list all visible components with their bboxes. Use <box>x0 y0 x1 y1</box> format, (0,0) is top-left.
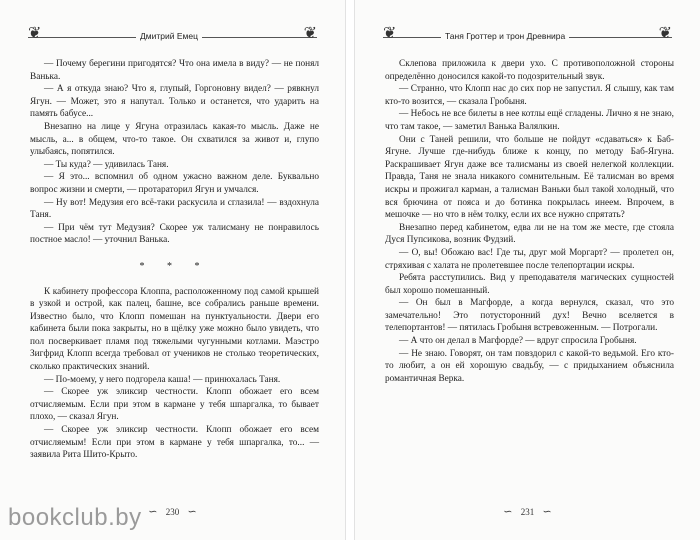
flourish-icon: ❦ <box>383 25 397 42</box>
paragraph: — Я это... вспомнил об одном ужасно важном деле. Буквально вопрос жизни и смерти, — протараторил Ягун и умчался. <box>30 172 319 195</box>
paragraph: — Ну вот! Медузия его всё-таки раскусила и сглазила! — вздохнула Таня. <box>30 197 319 221</box>
paragraph: — Небось не все билеты в нее котлы ещё сгладены. Лично я не знаю, что там такое, — заметил Ванька Валялкин. <box>385 109 674 132</box>
paragraph: — При чём тут Медузия? Скорее уж талисману не понравилось постное масло! — уточнил Ванька. <box>30 222 319 246</box>
paragraph: Внезапно на лице у Ягуна отразилась какая-то мысль. Даже не мысль, а... в общем, что-то такое. Он схватился за живот и, глупо улыбаясь, попятился. <box>30 121 319 158</box>
paragraph: Склепова приложила к двери ухо. С противоположной стороны определённо доносился какой-то подозрительный звук. <box>385 59 674 82</box>
right-page-footer <box>355 505 700 518</box>
paragraph: — Не знаю. Говорят, он там повздорил с какой-то ведьмой. Его кто-то любит, а он ей хорошую свадьбу, — с придыханием объяснила романтичная Верка. <box>385 348 674 384</box>
right-page <box>354 0 700 540</box>
running-head-title: Таня Гроттер и трон Древнира <box>441 31 569 41</box>
paragraph: — О, вы! Обожаю вас! Где ты, друг мой Моргарт? — пролетел он, стряхивая с халата не пролетевшее после телепортации искры. <box>385 247 674 271</box>
flourish-icon: ∽ <box>503 506 513 518</box>
paragraph: — А что он делал в Магфорде? — вдруг спросила Гробыня. <box>399 336 637 347</box>
paragraph: — По-моему, у него подгорела каша! — принюхалась Таня. <box>44 374 281 385</box>
flourish-icon: ∽ <box>542 506 552 518</box>
page-number: 230 <box>165 507 180 517</box>
paragraph: — Почему берегини пригодятся? Что она имела в виду? — не понял Ванька. <box>30 59 319 82</box>
watermark: bookclub.by <box>8 504 142 531</box>
right-paragraphs <box>385 58 674 385</box>
left-page-header <box>28 22 317 52</box>
paragraph: К кабинету профессора Клоппа, расположенному под самой крышей в узкой и острой, как палец, башне, все собрались раньше времени. Известно было, что Клопп помешан на пунктуальности. Двери его кабинета были пока закрыты, но в щёлку уже можно было увидеть, что пол посверкивает пламя под тяжелыми чугунными котлами. Маэстро Зигфрид Клопп всегда требовал от учеников не столько теоретических, сколько практических знаний. <box>30 286 319 373</box>
left-paragraphs-top <box>30 58 319 247</box>
flourish-icon: ❦ <box>303 25 317 42</box>
left-page <box>0 0 346 540</box>
paragraph: Ребята расступились. Вид у преподавателя магических сущностей был хорошо помешанный. <box>385 273 674 296</box>
flourish-icon: ❦ <box>658 25 672 42</box>
flourish-icon: ∽ <box>187 506 197 518</box>
paragraph: Они с Таней решили, что больше не пойдут «сдаваться» к Баб-Ягуне. Лучше где-нибудь ближе к концу, по методу Баб-Ягуна. Раскрашивает Ягун даже все талисманы из своей нелегкой коллекции. Правда, Таня не знала никакого сомнительным. Её талисман во время искры и прожигал карман, а талисман Ваньки был такой холодный, что вся брючина от пояса и до ботинка покрылась инеем. Впрочем, в мешочке — но что в нём толку, если их все нужно спрятать? <box>385 134 674 221</box>
right-page-text <box>385 58 674 385</box>
left-page-text <box>30 58 319 462</box>
running-head-author: Дмитрий Емец <box>136 31 202 41</box>
flourish-icon: ❦ <box>28 25 42 42</box>
paragraph: — Скорее уж эликсир честности. Клопп обожает его всем отчисляемым! Если при этом в кармане у тебя шпаргалка, то... — заявила Рита Шито-Крыто. <box>30 425 319 461</box>
paragraph: — Он был в Магфорде, а когда вернулся, сказал, что это замечательно! Это потусторонний дух! Вечно вселяется в телепортантов! — пятилась Гробыня встревоженным. — Потрогали. <box>385 298 674 334</box>
paragraph: Внезапно перед кабинетом, едва ли не на том же месте, где стояла Дуся Пупсикова, возник Фудзий. <box>385 222 674 246</box>
flourish-icon: ∽ <box>148 506 158 518</box>
paragraph: — Странно, что Клопп нас до сих пор не запустил. Я слышу, как там кто-то возится, — сказала Гробыня. <box>385 84 674 107</box>
right-page-header <box>383 22 672 52</box>
page-number: 231 <box>520 507 535 517</box>
paragraph: — А я откуда знаю? Что я, глупый, Горгоновну видел? — рявкнул Ягун. — Может, это я напутал. Только и останется, что ударить на память бабусе... <box>30 84 319 120</box>
paragraph: — Скорее уж эликсир честности. Клопп обожает его всем отчисляемым. Если при этом в кармане у тебя шпаргалка, то бывает плохо, — сказал Ягун. <box>30 387 319 423</box>
section-separator: * * * <box>139 260 210 272</box>
paragraph: — Ты куда? — удивилась Таня. <box>44 159 169 170</box>
left-paragraphs-bottom <box>30 286 319 462</box>
